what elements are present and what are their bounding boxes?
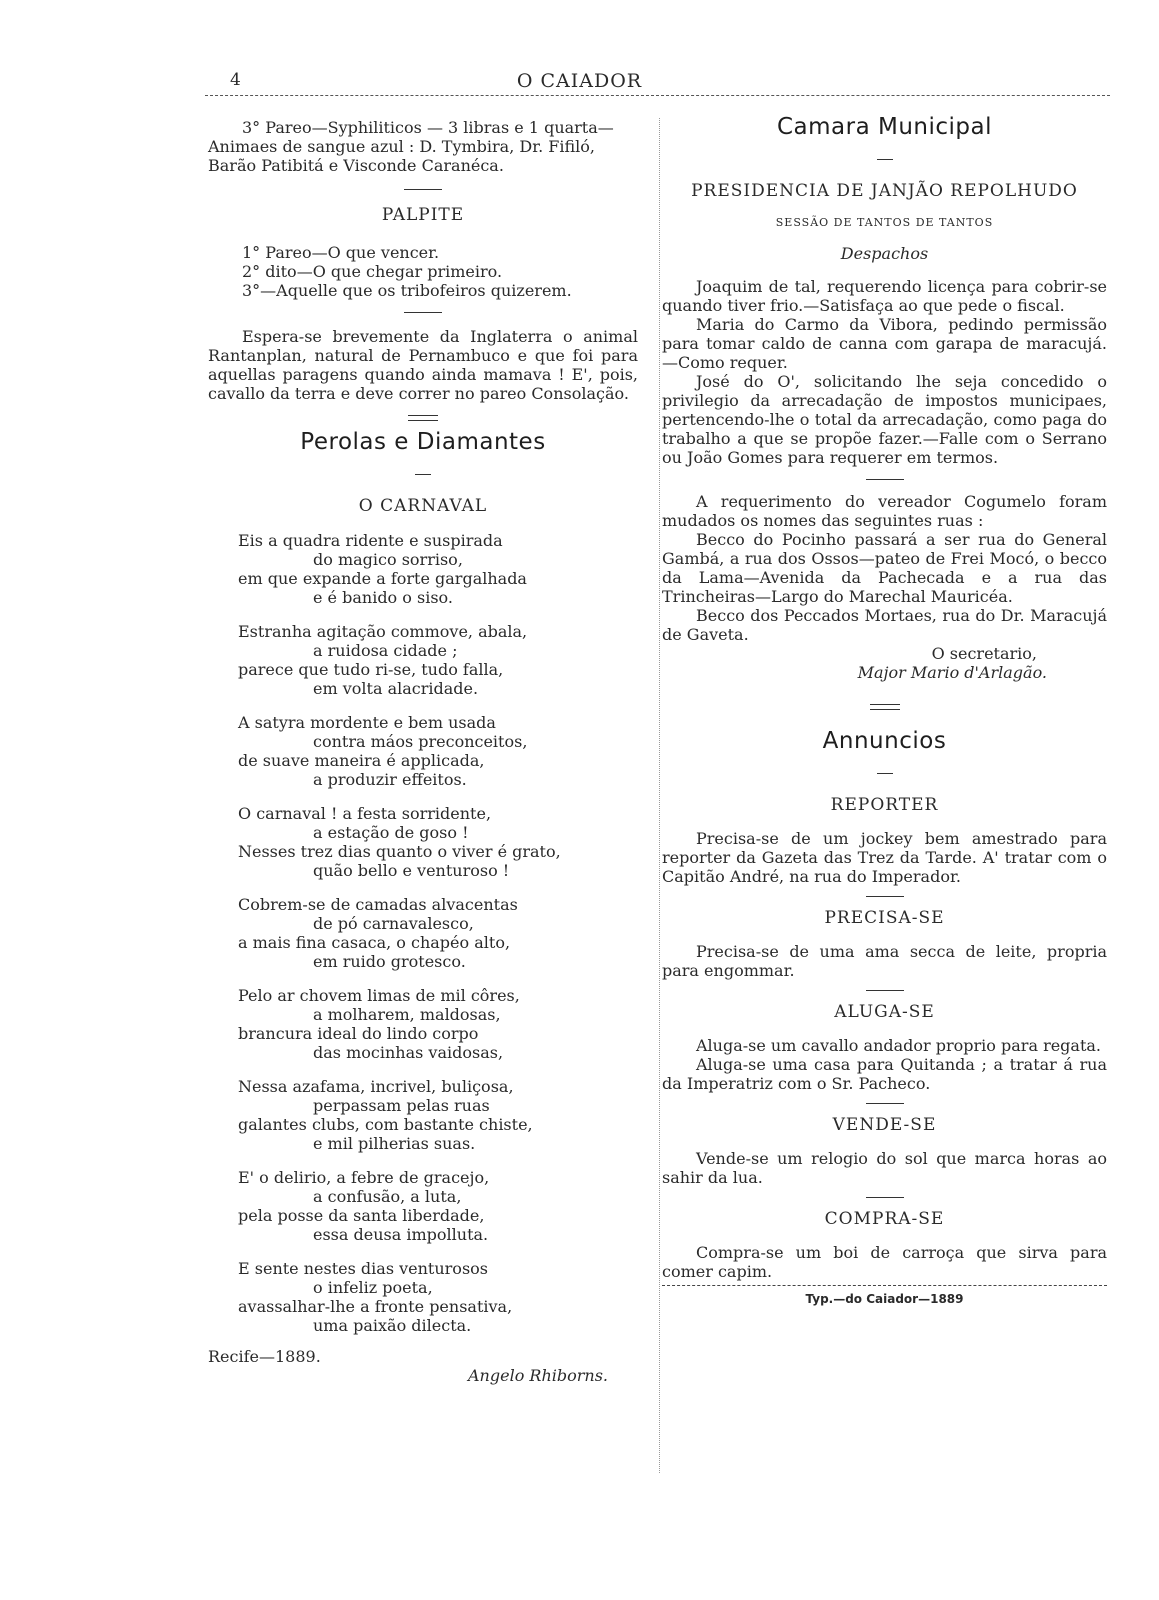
secretario-name: Major Mario d'Arlagão. <box>857 663 1047 682</box>
end-rule <box>662 1285 1107 1286</box>
race-line: 3° Pareo—Syphiliticos — 3 libras e 1 quarta— <box>242 118 614 137</box>
poem-line: Cobrem-se de camadas alvacentas <box>238 895 518 914</box>
poem-stanza <box>208 622 638 698</box>
ad-heading: PRECISA-SE <box>824 908 945 928</box>
short-dash <box>415 474 431 475</box>
poem-line: em volta alacridade. <box>313 679 479 698</box>
poem-stanza <box>208 1168 638 1244</box>
annuncios-heading: Annuncios <box>822 728 947 754</box>
poem-line: contra máos preconceitos, <box>313 732 528 751</box>
separator-rule <box>866 990 904 991</box>
separator-rule <box>866 1197 904 1198</box>
poem-line: brancura ideal do lindo corpo <box>238 1024 479 1043</box>
poem-stanza <box>208 713 638 789</box>
short-dash <box>877 159 893 160</box>
separator-rule <box>866 1103 904 1104</box>
sessao-heading: SESSÃO DE TANTOS DE TANTOS <box>775 216 994 229</box>
ad-paragraph: Precisa-se de um jockey bem amestrado para reporter da Gazeta das Trez da Tarde. A' tratar com o Capitão André, na rua do Imperador. <box>662 829 1107 886</box>
palpite-line: 2° dito—O que chegar primeiro. <box>242 262 503 281</box>
separator-rule <box>404 312 442 313</box>
race-line: Barão Patibitá e Visconde Caranéca. <box>208 156 504 175</box>
poem-line: Estranha agitação commove, abala, <box>238 622 528 641</box>
ads-list <box>662 796 1107 1281</box>
poem-line: em que expande a forte gargalhada <box>238 569 527 588</box>
place-date: Recife—1889. <box>208 1347 321 1366</box>
ad-paragraph: Compra-se um boi de carroça que sirva para comer capim. <box>662 1243 1107 1281</box>
separator-rule <box>404 189 442 190</box>
ad-paragraph: Vende-se um relogio do sol que marca horas ao sahir da lua. <box>662 1149 1107 1187</box>
right-column <box>662 114 1107 1309</box>
poem-stanza <box>208 804 638 880</box>
poem-line: essa deusa impolluta. <box>313 1225 489 1244</box>
poem-stanza <box>208 895 638 971</box>
perolas-heading: Perolas e Diamantes <box>300 429 546 455</box>
poem-line: a estação de goso ! <box>313 823 469 842</box>
poem-line: e é banido o siso. <box>313 588 453 607</box>
poem-line: de suave maneira é applicada, <box>238 751 485 770</box>
page-number: 4 <box>230 70 241 90</box>
poem-line: a mais fina casaca, o chapéo alto, <box>238 933 511 952</box>
ad-heading: REPORTER <box>830 795 939 815</box>
requerimento-paragraph: Becco dos Peccados Mortaes, rua do Dr. Maracujá de Gaveta. <box>662 606 1107 644</box>
poem-line: E sente nestes dias venturosos <box>238 1259 488 1278</box>
despacho-paragraph: Maria do Carmo da Vibora, pedindo permissão para tomar caldo de canna com garapa de maracujá. —Como requer. <box>662 315 1107 372</box>
palpite-line: 1° Pareo—O que vencer. <box>242 243 440 262</box>
double-rule <box>870 704 900 710</box>
poem-line: de pó carnavalesco, <box>313 914 474 933</box>
printer-imprint: Typ.—do Caiador—1889 <box>805 1292 964 1306</box>
poem-line: Eis a quadra ridente e suspirada <box>238 531 503 550</box>
ad-paragraph: Aluga-se uma casa para Quitanda ; a tratar á rua da Imperatriz com o Sr. Pacheco. <box>662 1055 1107 1093</box>
palpite-line: 3°—Aquelle que os tribofeiros quizerem. <box>242 281 572 300</box>
poem-line: quão bello e venturoso ! <box>313 861 510 880</box>
poem-line: uma paixão dilecta. <box>313 1316 472 1335</box>
poem-line: Pelo ar chovem limas de mil côres, <box>238 986 520 1005</box>
poem-signature: Angelo Rhiborns. <box>468 1366 608 1385</box>
poem-line: O carnaval ! a festa sorridente, <box>238 804 492 823</box>
poem-line: pela posse da santa liberdade, <box>238 1206 485 1225</box>
race-line: Animaes de sangue azul : D. Tymbira, Dr. Fifiló, <box>208 137 596 156</box>
poem-stanza <box>208 531 638 607</box>
poem-line: a confusão, a luta, <box>313 1187 462 1206</box>
separator-rule <box>866 479 904 480</box>
left-column <box>208 118 638 1385</box>
ad-paragraph: Precisa-se de uma ama secca de leite, propria para engommar. <box>662 942 1107 980</box>
separator-rule <box>866 896 904 897</box>
short-dash <box>877 773 893 774</box>
requerimento-paragraph: Becco do Pocinho passará a ser rua do General Gambá, a rua dos Ossos—pateo de Frei Mocó, o becco da Lama—Avenida da Pachecada e a rua das Trincheiras—Largo do Marechal Mauricéa. <box>662 530 1107 606</box>
poem-line: A satyra mordente e bem usada <box>238 713 496 732</box>
espera-paragraph: Espera-se brevemente da Inglaterra o animal Rantanplan, natural de Pernambuco e que foi para aquellas paragens quando ainda mamava ! E', pois, cavallo da terra e deve correr no pareo Consolação. <box>208 327 638 403</box>
poem-stanza <box>208 1077 638 1153</box>
despacho-paragraph: José do O', solicitando lhe seja concedido o privilegio da arrecadação de impostos municipaes, pertencendo-lhe o total da arrecadação, como paga do trabalho a que se propõe fazer.—Falle com o Serrano ou João Gomes para requerer em termos. <box>662 372 1107 467</box>
poem-line: avassalhar-lhe a fronte pensativa, <box>238 1297 513 1316</box>
column-divider <box>659 118 660 1473</box>
poem-line: Nesses trez dias quanto o viver é grato, <box>238 842 561 861</box>
double-rule <box>408 415 438 421</box>
poem-line: das mocinhas vaidosas, <box>313 1043 504 1062</box>
palpite-heading: PALPITE <box>381 205 465 225</box>
poem-line: a ruidosa cidade ; <box>313 641 458 660</box>
ad-paragraph: Aluga-se um cavallo andador proprio para regata. <box>696 1036 1102 1055</box>
poem-stanza <box>208 986 638 1062</box>
poem-stanza <box>208 1259 638 1335</box>
poem-line: em ruido grotesco. <box>313 952 466 971</box>
newspaper-title: O CAIADOR <box>516 70 643 92</box>
poem-line: parece que tudo ri-se, tudo falla, <box>238 660 504 679</box>
ad-heading: ALUGA-SE <box>834 1002 935 1022</box>
camara-heading: Camara Municipal <box>776 114 993 140</box>
poem-line: o infeliz poeta, <box>313 1278 433 1297</box>
despacho-paragraph: Joaquim de tal, requerendo licença para cobrir-se quando tiver frio.—Satisfaça ao que pede o fiscal. <box>662 277 1107 315</box>
poem-line: a molharem, maldosas, <box>313 1005 501 1024</box>
ad-heading: VENDE-SE <box>832 1115 937 1135</box>
poem-line: a produzir effeitos. <box>313 770 467 789</box>
ad-heading: COMPRA-SE <box>824 1209 945 1229</box>
poem-line: e mil pilherias suas. <box>313 1134 476 1153</box>
secretario-label: O secretario, <box>931 644 1037 663</box>
poem <box>208 531 638 1335</box>
presidencia-heading: PRESIDENCIA DE JANJÃO REPOLHUDO <box>691 181 1078 201</box>
despachos-heading: Despachos <box>840 244 929 263</box>
poem-line: do magico sorriso, <box>313 550 463 569</box>
header-rule <box>205 95 1110 96</box>
race-entry <box>208 118 638 175</box>
poem-line: perpassam pelas ruas <box>313 1096 490 1115</box>
carnaval-heading: O CARNAVAL <box>358 496 488 516</box>
poem-line: Nessa azafama, incrivel, buliçosa, <box>238 1077 514 1096</box>
requerimento-paragraph: A requerimento do vereador Cogumelo foram mudados os nomes das seguintes ruas : <box>662 492 1107 530</box>
poem-line: galantes clubs, com bastante chiste, <box>238 1115 533 1134</box>
poem-line: E' o delirio, a febre de gracejo, <box>238 1168 490 1187</box>
